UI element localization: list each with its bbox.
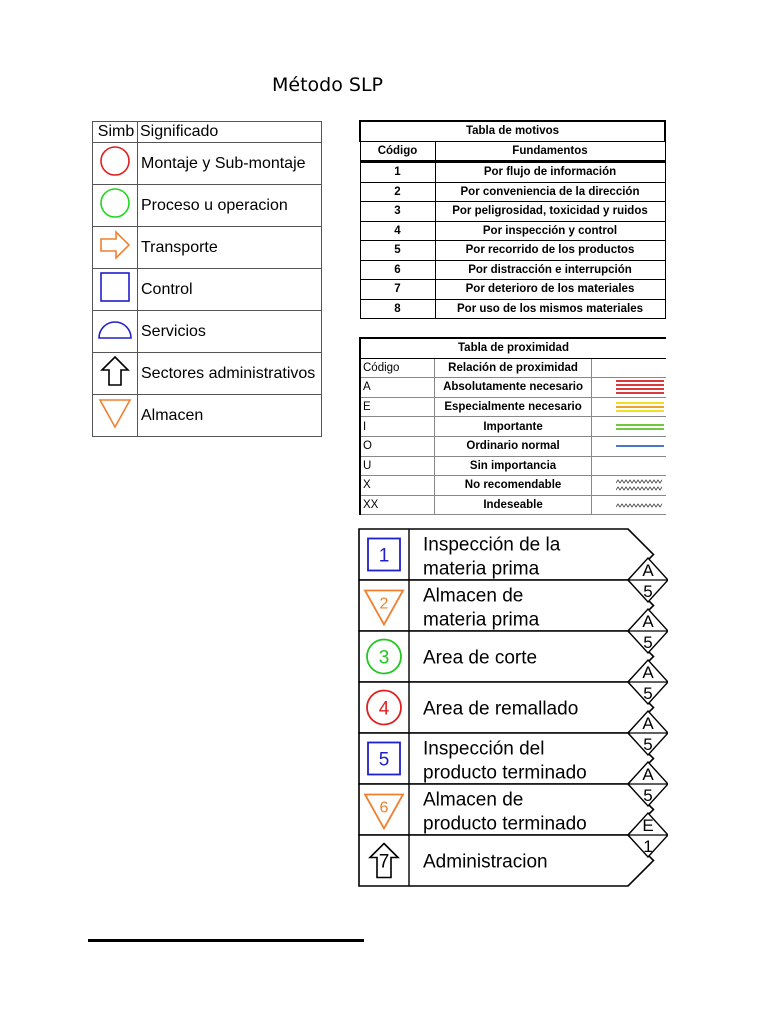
- motivos-table: [359, 120, 666, 319]
- relationship-letter: A: [642, 561, 654, 580]
- flow-row-number: 3: [378, 647, 390, 669]
- proximidad-title: Tabla de proximidad: [360, 338, 666, 358]
- motivos-title: Tabla de motivos: [360, 121, 665, 141]
- symbol-row: [93, 143, 322, 185]
- symbol-row: [93, 227, 322, 269]
- table-row: [360, 397, 666, 417]
- triangle-down-orange-icon: [98, 396, 132, 430]
- flow-row-label: producto terminado: [423, 762, 587, 784]
- table-row: [360, 378, 666, 398]
- motivo-code: 3: [360, 202, 435, 222]
- symbol-legend-table: [92, 121, 322, 437]
- flow-row-number: 1: [378, 545, 390, 567]
- relationship-reason: 5: [643, 582, 653, 601]
- motivos-header-code: Código: [360, 141, 435, 162]
- symbol-row: [93, 269, 322, 311]
- proximidad-line-sample: [592, 436, 666, 456]
- proximidad-code: I: [360, 417, 435, 437]
- proximidad-relation: Absolutamente necesario: [435, 378, 592, 398]
- table-row: [360, 241, 665, 261]
- relationship-letter: A: [642, 765, 654, 784]
- table-row: [360, 299, 665, 319]
- symbol-header-simb: Simb: [93, 122, 138, 143]
- motivo-code: 2: [360, 182, 435, 202]
- symbol-row: [93, 311, 322, 353]
- proximidad-table: [359, 337, 666, 515]
- table-row: [360, 476, 666, 496]
- table-row: [360, 182, 665, 202]
- proximidad-code: X: [360, 476, 435, 496]
- motivos-header-fund: Fundamentos: [435, 141, 665, 162]
- symbol-label: Montaje y Sub-montaje: [138, 143, 322, 185]
- zigzag-line-icon: [616, 503, 662, 508]
- flow-row-label: materia prima: [423, 558, 540, 580]
- relationship-letter: A: [642, 663, 654, 682]
- motivo-code: 7: [360, 280, 435, 300]
- colored-line: [616, 445, 664, 447]
- proximidad-relation: No recomendable: [435, 476, 592, 496]
- colored-line: [616, 406, 664, 408]
- square-blue-icon: [98, 270, 132, 304]
- semicircle-blue-icon: [97, 312, 133, 346]
- symbol-row: [93, 395, 322, 437]
- table-row: [360, 280, 665, 300]
- proximidad-line-sample: [592, 495, 666, 515]
- colored-line: [616, 424, 664, 426]
- flow-row-number: 4: [378, 698, 390, 720]
- flow-row-label: Area de remallado: [423, 698, 579, 720]
- relationship-letter: A: [642, 714, 654, 733]
- symbol-label: Servicios: [138, 311, 322, 353]
- proximidad-code: E: [360, 397, 435, 417]
- symbol-label: Proceso u operacion: [138, 185, 322, 227]
- motivo-text: Por peligrosidad, toxicidad y ruidos: [435, 202, 665, 222]
- proximidad-relation: Ordinario normal: [435, 436, 592, 456]
- proximidad-code: O: [360, 436, 435, 456]
- flow-row-number: 6: [379, 799, 389, 817]
- zigzag-line-icon: [616, 479, 662, 484]
- motivo-text: Por recorrido de los productos: [435, 241, 665, 261]
- flow-row-label: Area de corte: [423, 647, 538, 669]
- colored-line: [616, 410, 664, 412]
- table-row: [360, 456, 666, 476]
- flow-row-label: materia prima: [423, 609, 540, 631]
- symbol-label: Control: [138, 269, 322, 311]
- flow-row-number: 5: [378, 749, 390, 771]
- symbol-row: [93, 185, 322, 227]
- motivo-code: 8: [360, 299, 435, 319]
- colored-line: [616, 392, 664, 394]
- proximidad-code: U: [360, 456, 435, 476]
- proximidad-line-sample: [592, 417, 666, 437]
- colored-line: [616, 428, 664, 430]
- relationship-letter: E: [642, 816, 654, 835]
- proximidad-header-rel: Relación de proximidad: [435, 358, 592, 378]
- symbol-label: Transporte: [138, 227, 322, 269]
- table-row: [360, 436, 666, 456]
- flow-row-label: Inspección del: [423, 738, 545, 760]
- colored-line: [616, 380, 664, 382]
- colored-line: [616, 388, 664, 390]
- page-title: Método SLP: [272, 74, 383, 96]
- relationship-reason: 1: [643, 837, 653, 856]
- proximidad-header-lines: [592, 358, 666, 378]
- motivo-code: 4: [360, 221, 435, 241]
- proximidad-code: A: [360, 378, 435, 398]
- arrow-up-black-icon: [98, 354, 132, 388]
- proximidad-line-sample: [592, 456, 666, 476]
- flow-row-number: 2: [379, 595, 389, 613]
- proximidad-relation: Especialmente necesario: [435, 397, 592, 417]
- proximidad-line-sample: [592, 397, 666, 417]
- relationship-reason: 5: [643, 684, 653, 703]
- symbol-row: [93, 353, 322, 395]
- table-row: [360, 260, 665, 280]
- flow-row-label: Almacen de: [423, 789, 524, 811]
- motivo-text: Por deterioro de los materiales: [435, 280, 665, 300]
- motivo-code: 6: [360, 260, 435, 280]
- symbol-label: Almacen: [138, 395, 322, 437]
- proximidad-header-code: Código: [360, 358, 435, 378]
- relationship-reason: 5: [643, 633, 653, 652]
- proximidad-relation: Indeseable: [435, 495, 592, 515]
- table-row: [360, 221, 665, 241]
- zigzag-line-icon: [616, 486, 662, 491]
- table-row: [360, 417, 666, 437]
- flow-row-number: 7: [378, 851, 390, 873]
- motivo-text: Por distracción e interrupción: [435, 260, 665, 280]
- proximidad-line-sample: [592, 378, 666, 398]
- motivo-text: Por uso de los mismos materiales: [435, 299, 665, 319]
- flow-row-label: Inspección de la: [423, 534, 561, 556]
- signature-line: [88, 939, 364, 942]
- table-row: [360, 202, 665, 222]
- proximidad-line-sample: [592, 476, 666, 496]
- flow-row-label: producto terminado: [423, 813, 587, 835]
- relationship-letter: A: [642, 612, 654, 631]
- flow-row-label: Almacen de: [423, 585, 524, 607]
- proximidad-code: XX: [360, 495, 435, 515]
- proximidad-relation: Sin importancia: [435, 456, 592, 476]
- circle-green-icon: [98, 186, 132, 220]
- table-row: [360, 162, 665, 183]
- colored-line: [616, 402, 664, 404]
- motivo-text: Por flujo de información: [435, 162, 665, 183]
- colored-line: [616, 384, 664, 386]
- proximidad-relation: Importante: [435, 417, 592, 437]
- symbol-header-significado: Significado: [138, 122, 322, 143]
- motivo-code: 5: [360, 241, 435, 261]
- arrow-right-orange-icon: [98, 228, 132, 262]
- relationship-reason: 5: [643, 735, 653, 754]
- motivo-text: Por conveniencia de la dirección: [435, 182, 665, 202]
- motivo-code: 1: [360, 162, 435, 183]
- motivo-text: Por inspección y control: [435, 221, 665, 241]
- flow-row-label: Administracion: [423, 851, 548, 873]
- relationship-chart: [358, 527, 668, 887]
- relationship-reason: 5: [643, 786, 653, 805]
- circle-red-icon: [98, 144, 132, 178]
- symbol-label: Sectores administrativos: [138, 353, 322, 395]
- table-row: [360, 495, 666, 515]
